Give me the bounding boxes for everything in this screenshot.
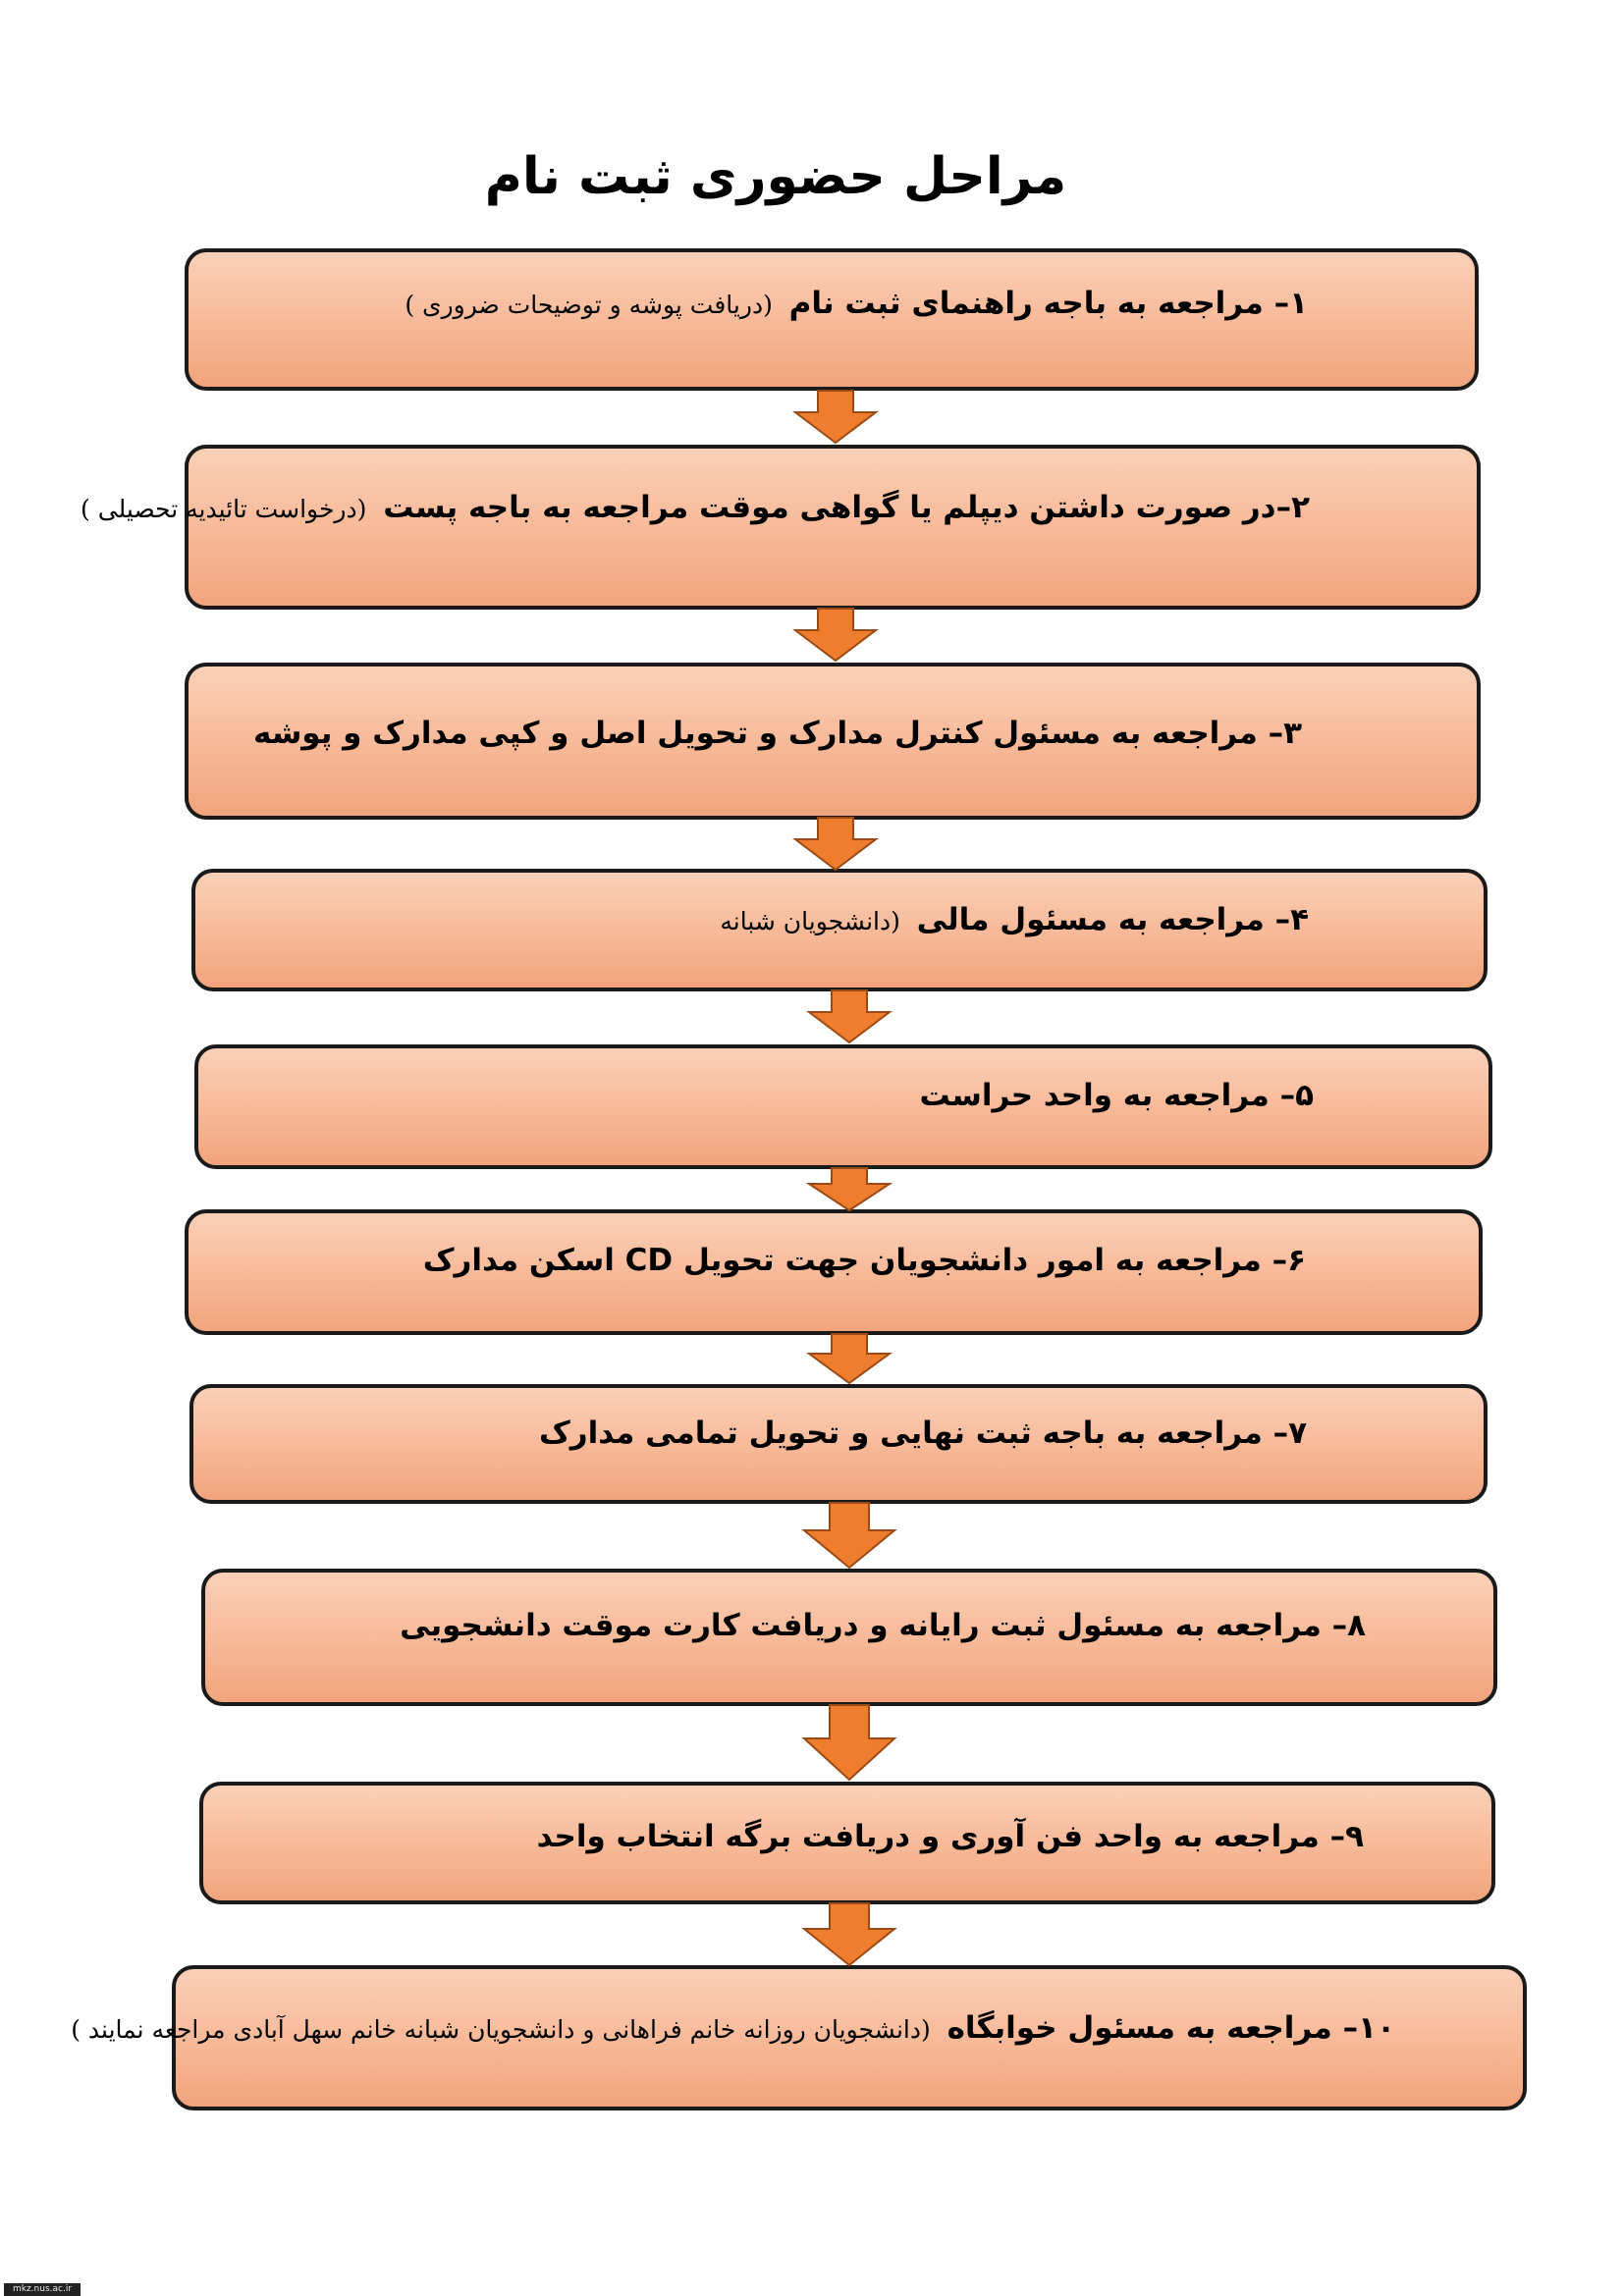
down-arrow-icon bbox=[791, 818, 880, 872]
down-arrow-icon bbox=[805, 990, 893, 1044]
step-7-text bbox=[539, 1415, 1307, 1451]
step-7-box bbox=[189, 1384, 1488, 1504]
step-4-note: (دانشجویان شبانه bbox=[720, 907, 900, 935]
step-1-text bbox=[405, 286, 1308, 321]
down-arrow-icon bbox=[791, 609, 880, 663]
step-5-box bbox=[194, 1044, 1492, 1169]
step-3-box bbox=[185, 663, 1481, 820]
down-arrow-icon bbox=[805, 1334, 893, 1385]
down-arrow-icon bbox=[791, 391, 880, 445]
down-arrow-icon bbox=[800, 1903, 898, 1967]
step-2-box bbox=[81, 445, 1481, 610]
step-4-box bbox=[191, 869, 1488, 991]
step-9-label: ۹– مراجعه به واحد فن آوری و دریافت برگه انتخاب واحد bbox=[536, 1819, 1364, 1854]
step-4-label: ۴– مراجعه به مسئول مالی bbox=[916, 902, 1309, 937]
down-arrow-icon bbox=[805, 1168, 893, 1212]
step-2-note: (درخواست تائیدیه تحصیلی ) bbox=[81, 495, 367, 523]
step-3-label: ۳– مراجعه به مسئول کنترل مدارک و تحویل اصل و کپی مدارک و پوشه bbox=[253, 716, 1302, 751]
step-5-text bbox=[920, 1078, 1314, 1113]
step-6-box bbox=[185, 1209, 1483, 1335]
step-3-text bbox=[253, 716, 1302, 751]
step-9-text bbox=[537, 1819, 1364, 1854]
step-6-label: ۶– مراجعه به امور دانشجویان جهت تحویل CD اسکن مدارک bbox=[422, 1243, 1306, 1278]
step-10-label: ۱۰– مراجعه به مسئول خوابگاه bbox=[947, 2010, 1395, 2046]
step-4-text bbox=[720, 902, 1309, 937]
step-8-text bbox=[400, 1608, 1366, 1643]
step-6-text bbox=[423, 1243, 1306, 1278]
page-title: مراحل حضوری ثبت نام bbox=[484, 147, 1067, 206]
footer-logo: mkz.nus.ac.ir bbox=[4, 2283, 81, 2296]
down-arrow-icon bbox=[800, 1503, 898, 1570]
step-2-label: ۲–در صورت داشتن دیپلم یا گواهی موقت مراجعه به باجه پست bbox=[383, 490, 1310, 525]
step-1-label: ۱– مراجعه به باجه راهنمای ثبت نام bbox=[788, 286, 1308, 321]
down-arrow-icon bbox=[800, 1705, 898, 1782]
step-8-box bbox=[201, 1569, 1497, 1706]
step-7-label: ۷– مراجعه به باجه ثبت نهایی و تحویل تمامی مدارک bbox=[539, 1415, 1307, 1451]
step-8-label: ۸– مراجعه به مسئول ثبت رایانه و دریافت کارت موقت دانشجویی bbox=[400, 1608, 1366, 1643]
step-10-box bbox=[71, 1965, 1527, 2110]
step-10-text bbox=[71, 2010, 1395, 2046]
step-5-label: ۵– مراجعه به واحد حراست bbox=[919, 1078, 1314, 1113]
step-1-box bbox=[185, 248, 1479, 391]
step-9-box bbox=[199, 1782, 1495, 1904]
step-10-note: (دانشجویان روزانه خانم فراهانی و دانشجویان شبانه خانم سهل آبادی مراجعه نمایند ) bbox=[71, 2015, 931, 2044]
step-1-note: (دریافت پوشه و توضیحات ضروری ) bbox=[405, 291, 773, 319]
step-2-text bbox=[81, 490, 1310, 525]
